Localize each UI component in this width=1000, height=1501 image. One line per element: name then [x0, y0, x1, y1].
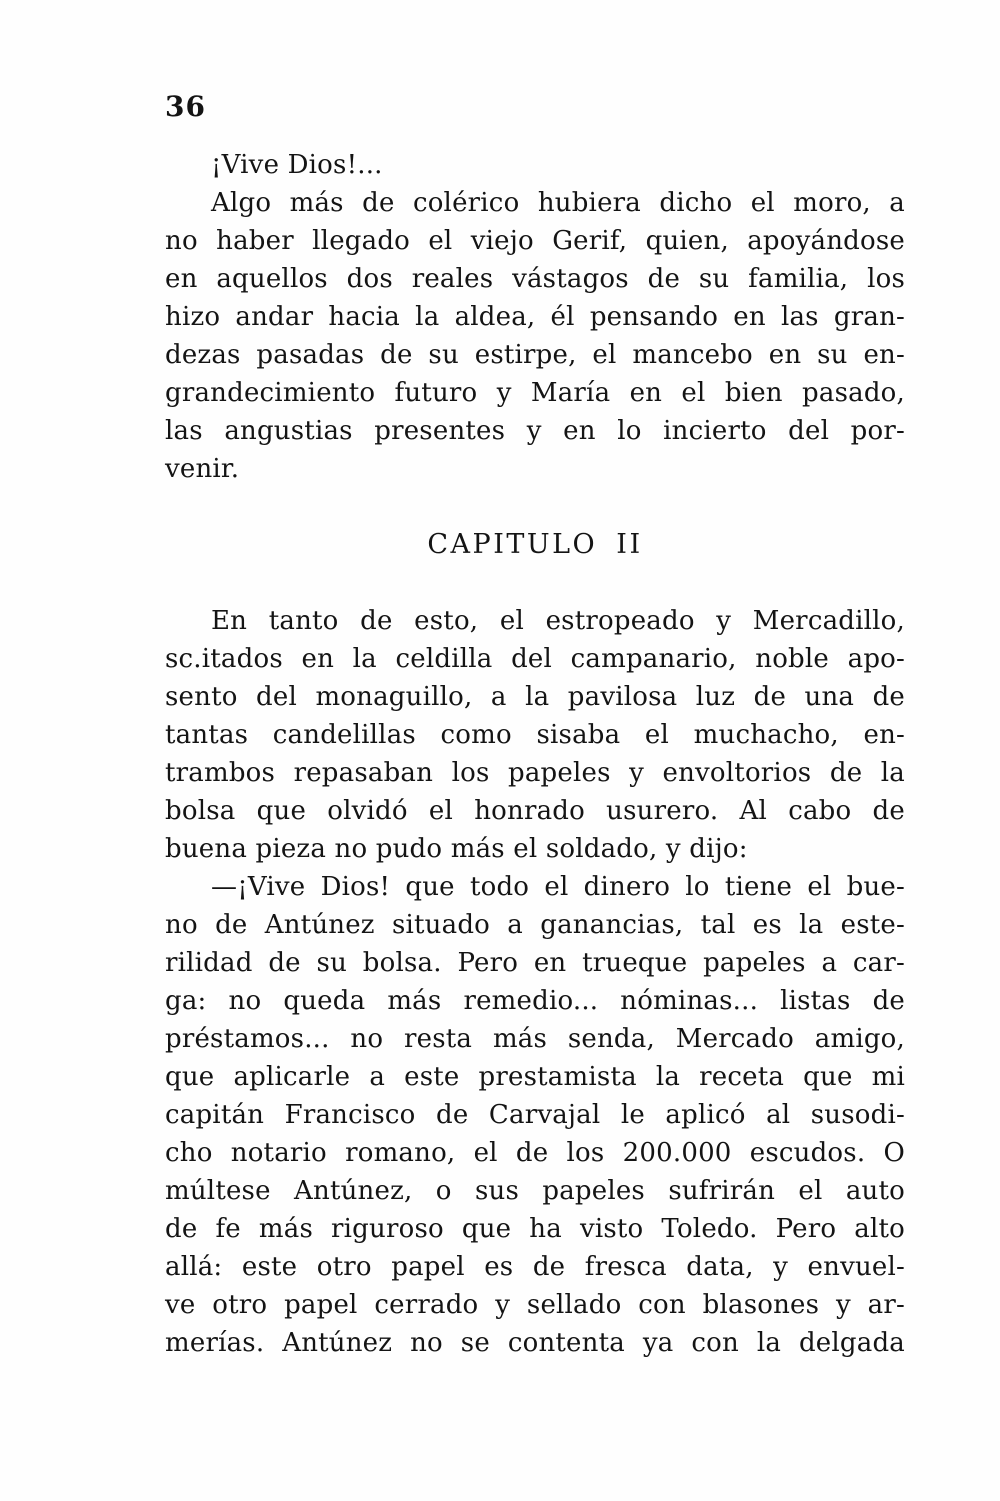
- text-line: no de Antúnez situado a ganancias, tal es la este-: [165, 910, 905, 940]
- text-line: ga: no queda más remedio... nóminas... listas de: [165, 986, 905, 1016]
- text-line: no haber llegado el viejo Gerif, quien, apoyándose: [165, 226, 905, 256]
- text-line: Algo más de colérico hubiera dicho el moro, a: [211, 188, 905, 218]
- text-line: grandecimiento futuro y María en el bien pasado,: [165, 378, 905, 408]
- text-line: que aplicarle a este prestamista la receta que mi: [165, 1062, 905, 1092]
- text-line: ve otro papel cerrado y sellado con blasones y ar-: [165, 1290, 905, 1320]
- text-line: múltese Antúnez, o sus papeles sufrirán el auto: [165, 1176, 905, 1206]
- text-line: las angustias presentes y en lo incierto del por-: [165, 416, 905, 446]
- text-line: hizo andar hacia la aldea, él pensando en las gran-: [165, 302, 905, 332]
- paragraph: [165, 868, 905, 1362]
- page-number: 36: [165, 90, 206, 123]
- text-line: tantas candelillas como sisaba el muchacho, en-: [165, 720, 905, 750]
- paragraph: [165, 146, 905, 184]
- text-line: cho notario romano, el de los 200.000 escudos. O: [165, 1138, 905, 1168]
- text-line: trambos repasaban los papeles y envoltorios de la: [165, 758, 905, 788]
- text-line: de fe más riguroso que ha visto Toledo. Pero alto: [165, 1214, 905, 1244]
- paragraph: [165, 602, 905, 868]
- chapter-heading: CAPITULO II: [427, 529, 643, 560]
- text-body: [165, 146, 905, 1362]
- text-line: bolsa que olvidó el honrado usurero. Al cabo de: [165, 796, 905, 826]
- text-line: venir.: [165, 454, 240, 484]
- text-line: sento del monaguillo, a la pavilosa luz de una de: [165, 682, 905, 712]
- text-line: buena pieza no pudo más el soldado, y dijo:: [165, 834, 748, 864]
- text-line: allá: este otro papel es de fresca data, y envuel-: [165, 1252, 905, 1282]
- text-line: merías. Antúnez no se contenta ya con la delgada: [165, 1328, 905, 1358]
- text-line: en aquellos dos reales vástagos de su familia, los: [165, 264, 905, 294]
- text-line: rilidad de su bolsa. Pero en trueque papeles a car-: [165, 948, 905, 978]
- text-line: préstamos... no resta más senda, Mercado amigo,: [165, 1024, 905, 1054]
- text-line: dezas pasadas de su estirpe, el mancebo en su en-: [165, 340, 905, 370]
- text-line: —¡Vive Dios! que todo el dinero lo tiene el bue-: [211, 872, 905, 902]
- text-line: sc.itados en la celdilla del campanario, noble apo-: [165, 644, 905, 674]
- text-line: En tanto de esto, el estropeado y Mercadillo,: [211, 606, 905, 636]
- text-line: ¡Vive Dios!...: [211, 150, 383, 180]
- paragraph: [165, 184, 905, 488]
- text-line: capitán Francisco de Carvajal le aplicó al susodi-: [165, 1100, 905, 1130]
